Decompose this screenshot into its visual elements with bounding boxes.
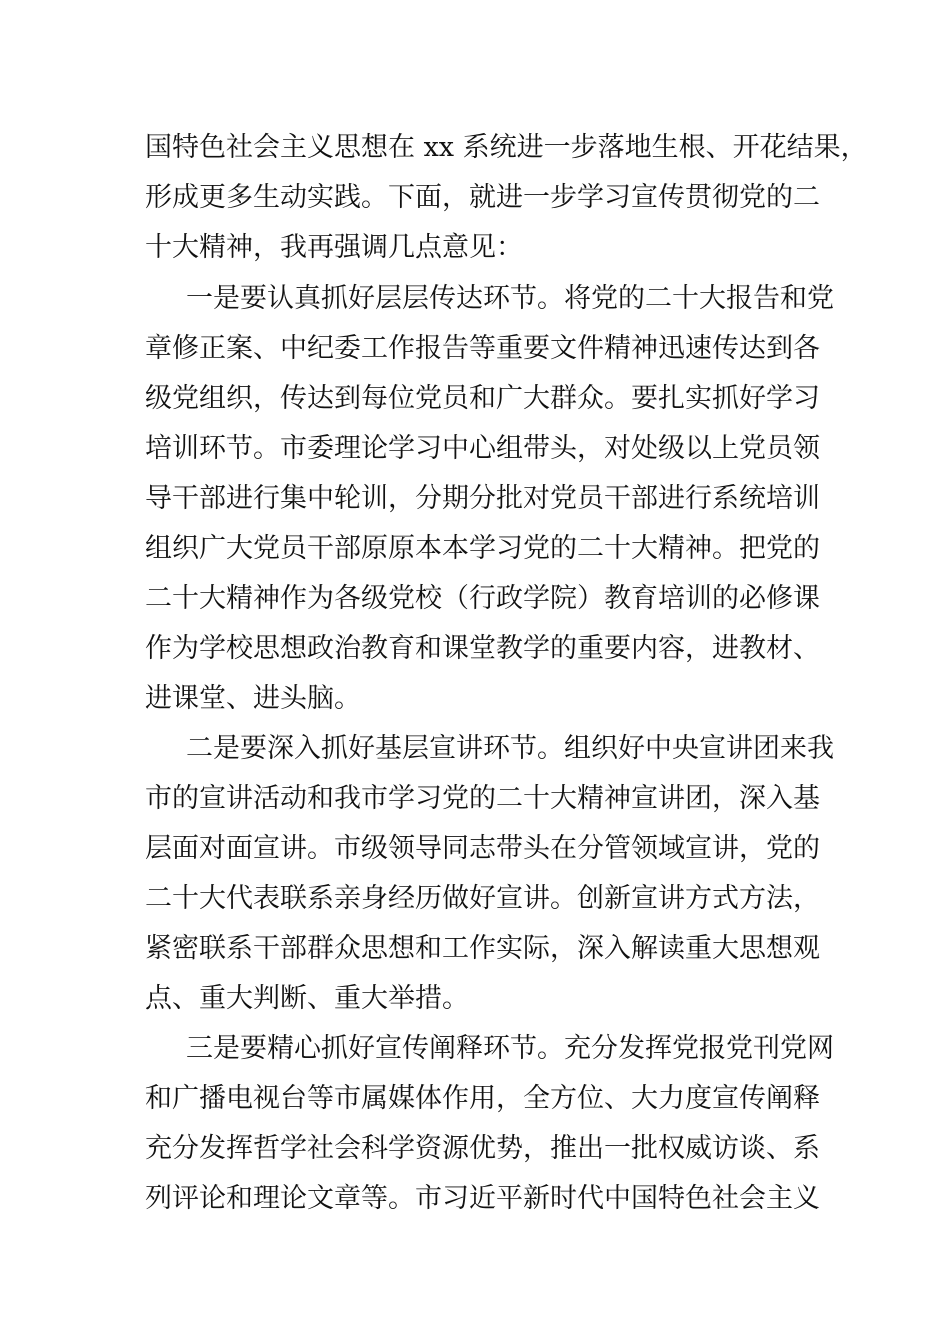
- text-line: 紧密联系干部群众思想和工作实际，深入解读重大思想观: [145, 933, 820, 964]
- text-line: 二十大精神作为各级党校（行政学院）教育培训的必修课: [145, 583, 820, 614]
- text-line: 级党组织，传达到每位党员和广大群众。要扎实抓好学习: [145, 383, 820, 414]
- text-line: 十大精神，我再强调几点意见：: [145, 232, 523, 263]
- text-line: 层面对面宣讲。市级领导同志带头在分管领域宣讲，党的: [145, 833, 820, 864]
- text-line: 国特色社会主义思想在 xx 系统进一步落地生根、开花结果，: [145, 132, 868, 163]
- text-line: 和广播电视台等市属媒体作用，全方位、大力度宣传阐释: [145, 1083, 820, 1114]
- paragraph-start-line: 三是要精心抓好宣传阐释环节。充分发挥党报党刊党网: [186, 1033, 834, 1064]
- text-line: 进课堂、进头脑。: [145, 683, 361, 714]
- text-line: 组织广大党员干部原原本本学习党的二十大精神。把党的: [145, 533, 820, 564]
- paragraph-start-line: 二是要深入抓好基层宣讲环节。组织好中央宣讲团来我: [186, 733, 834, 764]
- text-line: 培训环节。市委理论学习中心组带头，对处级以上党员领: [145, 433, 820, 464]
- text-line: 章修正案、中纪委工作报告等重要文件精神迅速传达到各: [145, 333, 820, 364]
- text-line: 充分发挥哲学社会科学资源优势，推出一批权威访谈、系: [145, 1133, 820, 1164]
- text-line: 二十大代表联系亲身经历做好宣讲。创新宣讲方式方法，: [145, 883, 820, 914]
- paragraph-start-line: 一是要认真抓好层层传达环节。将党的二十大报告和党: [186, 283, 834, 314]
- text-line: 导干部进行集中轮训，分期分批对党员干部进行系统培训: [145, 483, 820, 514]
- text-line: 列评论和理论文章等。市习近平新时代中国特色社会主义: [145, 1183, 820, 1214]
- text-line: 市的宣讲活动和我市学习党的二十大精神宣讲团，深入基: [145, 783, 820, 814]
- text-line: 点、重大判断、重大举措。: [145, 983, 469, 1014]
- text-line: 形成更多生动实践。下面，就进一步学习宣传贯彻党的二: [145, 182, 820, 213]
- text-line: 作为学校思想政治教育和课堂教学的重要内容，进教材、: [145, 633, 820, 664]
